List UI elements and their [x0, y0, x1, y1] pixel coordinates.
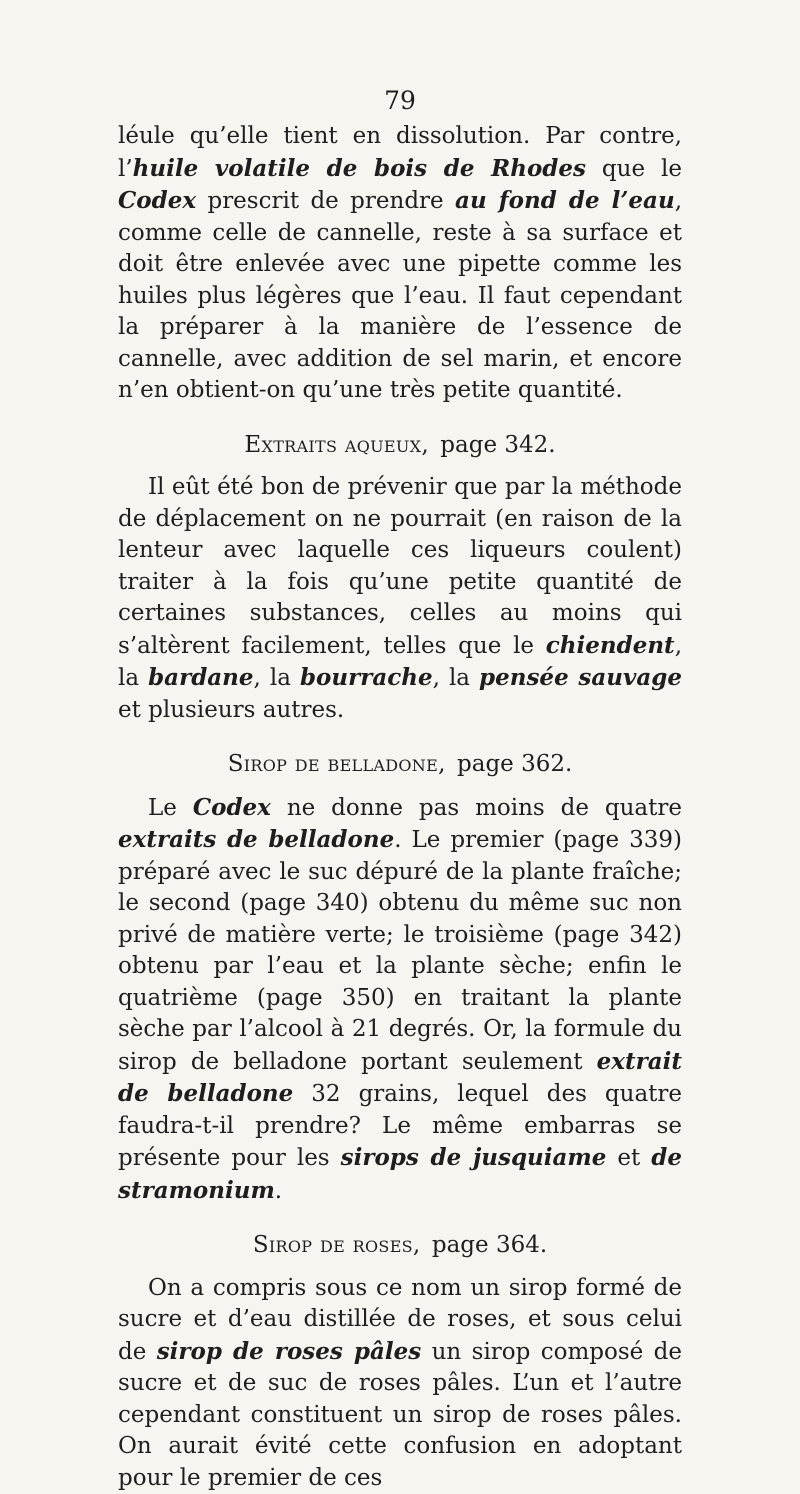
text-run: , comme celle de cannelle, reste à sa surface et doit être enlevée avec une pipette comme les huiles plus légères que l’eau. Il faut cependant la préparer à la manière de l’essence de cannelle, avec addition de sel marin, et encore n’en obtient-on qu’une très petite quantité. [118, 188, 682, 403]
text-run: et plusieurs autres. [118, 697, 344, 723]
page-number: 79 [118, 86, 682, 116]
heading-title: Sirop de belladone, [228, 751, 446, 777]
heading-page-ref: page 364. [432, 1232, 547, 1258]
emphasized-text: de stramonium [118, 1144, 682, 1204]
text-run: Il eût été bon de prévenir que par la méthode de déplacement on ne pourrait (en raison de la lenteur avec laquelle ces liqueurs coulent) traiter à la fois qu’une petite quantité de certaines substances, celles au moins qui s’altèrent facilement, telles que le [118, 474, 682, 659]
emphasized-text: sirops de jusquiame [341, 1144, 607, 1171]
heading-page-ref: page 342. [440, 432, 555, 458]
emphasized-text: bourrache [300, 664, 433, 691]
text-run: et [606, 1145, 651, 1171]
emphasized-text: pensée sauvage [479, 664, 682, 691]
section-heading-extraits-aqueux [118, 430, 682, 462]
text-run: Le [148, 795, 193, 821]
emphasized-text: huile volatile de bois de Rhodes [133, 155, 586, 182]
text-run: léule qu’elle tient en dissolution. Par contre, l’ [118, 123, 682, 182]
section-heading-sirop-de-belladone [118, 749, 682, 781]
heading-page-ref: page 362. [457, 751, 572, 777]
emphasized-text: Codex [193, 794, 271, 821]
text-run: , la [433, 665, 479, 691]
text-run: . Le premier (page 339) préparé avec le suc dépuré de la plante fraîche; le second (page 340) obtenu du même suc non privé de matière verte; le troisième (page 342) obtenu par l’eau et la plante sèche; enfin le quatrième (page 350) en traitant la plante sèche par l’alcool à 21 degrés. Or, la formule du sirop de belladone portant seulement [118, 827, 682, 1075]
section-heading-sirop-de-roses [118, 1230, 682, 1262]
emphasized-text: chiendent [546, 632, 675, 659]
text-run: , la [254, 665, 300, 691]
paragraph-2 [118, 472, 682, 726]
text-run: On a compris sous ce nom un sirop formé de sucre et d’eau distillée de roses, et sous celui de [118, 1275, 682, 1365]
emphasized-text: extrait de belladone [118, 1048, 682, 1108]
text-run: ne donne pas moins de quatre [271, 795, 682, 821]
heading-title: Extraits aqueux, [244, 432, 429, 458]
emphasized-text: extraits de belladone [118, 826, 394, 853]
emphasized-text: bardane [148, 664, 253, 691]
text-run: prescrit de prendre [196, 188, 455, 214]
emphasized-text: Codex [118, 187, 196, 214]
emphasized-text: sirop de roses pâles [157, 1338, 422, 1365]
heading-title: Sirop de roses, [253, 1232, 421, 1258]
text-run: , la [118, 633, 682, 692]
text-run: un sirop composé de sucre et de suc de roses pâles. L’un et l’autre cependant constituent un sirop de roses pâles. On aurait évité cette confusion en adoptant pour le premier de ces [118, 1339, 682, 1491]
text-run: . [275, 1178, 282, 1204]
emphasized-text: au fond de l’eau [455, 187, 675, 214]
text-run: que le [586, 156, 682, 182]
paragraph-1 [118, 121, 682, 407]
text-run: 32 grains, lequel des quatre faudra-t-il prendre? Le même embarras se présente pour les [118, 1081, 682, 1171]
paragraph-3 [118, 792, 682, 1208]
